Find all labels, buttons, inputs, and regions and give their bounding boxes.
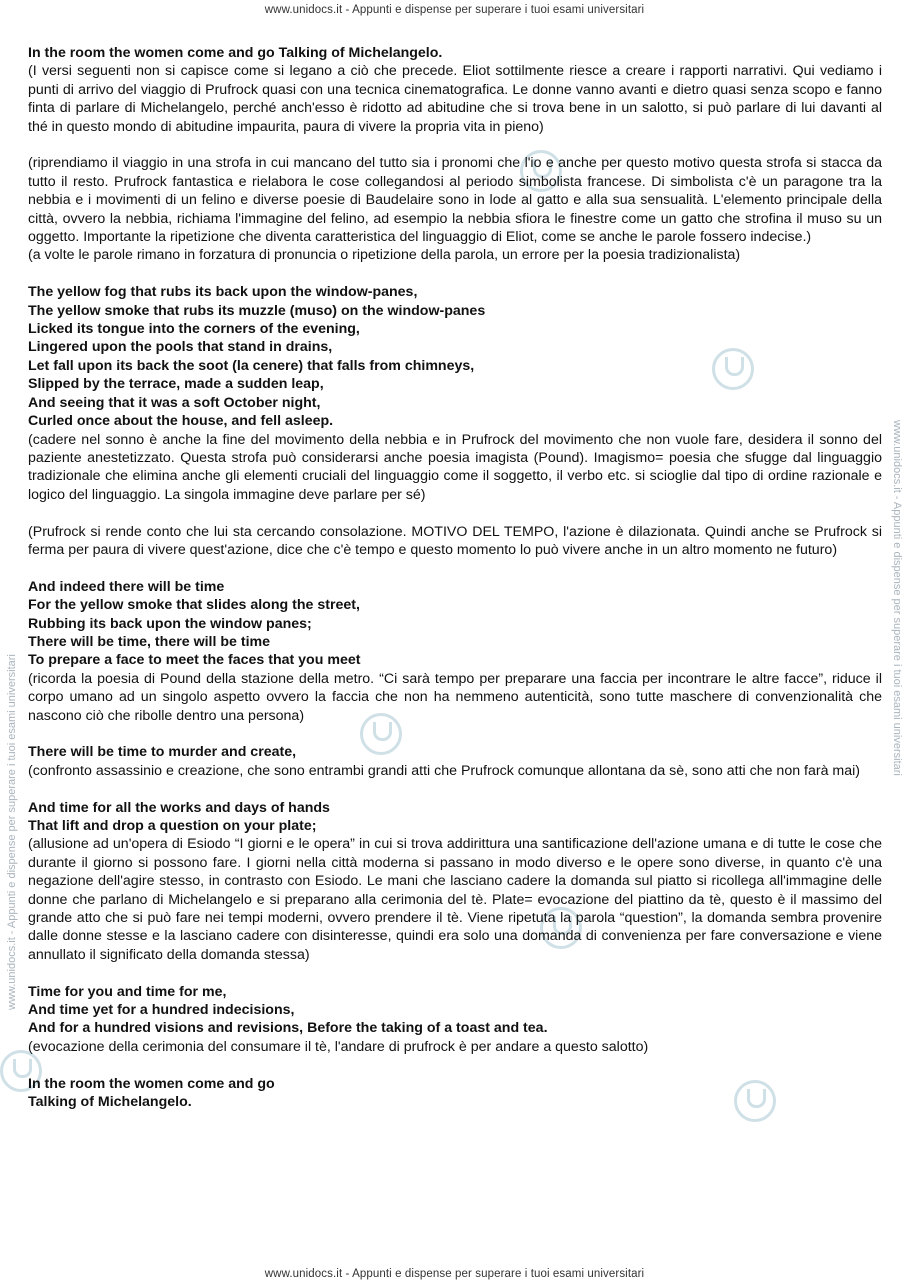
side-watermark-right: www.unidocs.it - Appunti e dispense per superare i tuoi esami universitari bbox=[891, 420, 903, 776]
verse-line: Curled once about the house, and fell asleep. bbox=[28, 413, 334, 430]
commentary: (riprendiamo il viaggio in una strofa in cui mancano del tutto sia i pronomi che l'io e anche per questo motivo questa strofa si stacca da tutto il resto. Prufrock fantastica e rielabora le cose collegandosi al periodo simbolista francese. Di simbolista c'è un paragone tra la nebbia e i movimenti di un felino e diverse poesie di Baudelaire sono in lode al gatto e alla sua sensualità. L'elemento principale della città, ovvero la nebbia, richiama l'immagine del felino, ad esempio la nebbia sfiora le finestre come un gatto che strofina il muso su un oggetto. Importante la ripetizione che diventa caratteristica del linguaggio di Eliot, come se anche le parole fossero indecise.) bbox=[28, 155, 882, 246]
verse-line: Let fall upon its back the soot (la cenere) that falls from chimneys, bbox=[28, 357, 475, 374]
verse-line: Talking of Michelangelo. bbox=[28, 1094, 192, 1111]
verse-line: And indeed there will be time bbox=[28, 578, 225, 595]
verse-line: And seeing that it was a soft October night, bbox=[28, 394, 321, 411]
verse-line: And for a hundred visions and revisions, Before the taking of a toast and tea. bbox=[28, 1020, 548, 1037]
block bbox=[28, 578, 882, 725]
verse-line: That lift and drop a question on your plate; bbox=[28, 817, 317, 834]
block bbox=[28, 1075, 882, 1112]
block bbox=[28, 154, 882, 264]
page-footer: www.unidocs.it - Appunti e dispense per superare i tuoi esami universitari bbox=[264, 1268, 645, 1280]
block bbox=[28, 44, 882, 136]
commentary: (allusione ad un'opera di Esiodo “I giorni e le opera” in cui si trova addirittura una santificazione dell'azione umana e di tutte le cose che durante il giorno si possono fare. I giorni nella città moderna si passano in modo diverso e le opere sono diverse, in quanto c'è una negazione dell'agire stesso, in contrasto con Esiodo. Le mani che lasciano cadere la domanda sul piatto si ricollega all'immagine delle donne che parlano di Michelangelo e si preparano alla cerimonia del tè. Plate= evocazione del piattino da tè, questo è il massimo del grande atto che si può fare nei tempi moderni, ovvero prendere il tè. Viene ripetuta la parola “question”, la domanda sembra provenire dalle donne stesse e la lasciano cadere con disinteresse, quindi era solo una domanda di convenienza per fare conversazione e viene annullato il significato della domanda stessa) bbox=[28, 836, 882, 963]
verse-line: Rubbing its back upon the window panes; bbox=[28, 615, 312, 632]
verse-line: In the room the women come and go bbox=[28, 1075, 275, 1092]
block bbox=[28, 283, 882, 504]
verse-line: There will be time, there will be time bbox=[28, 633, 271, 650]
side-watermark-left: www.unidocs.it - Appunti e dispense per superare i tuoi esami universitari bbox=[6, 654, 18, 1010]
block bbox=[28, 983, 882, 1057]
commentary: (I versi seguenti non si capisce come si legano a ciò che precede. Eliot sottilmente riesce a creare i rapporti narrativi. Qui vediamo i punti di arrivo del viaggio di Prufrock quasi con una tecnica cinematografica. Le donne vanno avanti e dietro quasi senza scopo e fanno finta di parlare di Michelangelo, perché anch'esso è ridotto ad abitudine che si trova bene in un salotto, si può parlare di lui davanti al thé in questo mondo di abitudine impaurita, paura di vivere la propria vita in pieno) bbox=[28, 63, 882, 135]
verse-line: In the room the women come and go Talking of Michelangelo. bbox=[28, 45, 443, 61]
verse-line: For the yellow smoke that slides along the street, bbox=[28, 597, 360, 614]
verse-line: Lingered upon the pools that stand in drains, bbox=[28, 339, 333, 356]
commentary: (a volte le parole rimano in forzatura di pronuncia o ripetizione della parola, un errore per la poesia tradizionalista) bbox=[28, 247, 741, 264]
verse-line: The yellow smoke that rubs its muzzle (muso) on the window-panes bbox=[28, 302, 486, 319]
block bbox=[28, 523, 882, 560]
document-body bbox=[28, 44, 882, 1130]
commentary: (cadere nel sonno è anche la fine del movimento della nebbia e in Prufrock del movimento che non vuole fare, desidera il sonno del paziente anestetizzato. Questa strofa può considerarsi anche poesia imagista (Pound). Imagismo= poesia che sfugge dal linguaggio tradizionale che elimina anche gli elementi cruciali del linguaggio come il soggetto, il verbo etc. si scioglie dal tipo di ordine razionale e logico del linguaggio. La singola immagine deve parlare per sé) bbox=[28, 431, 882, 503]
verse-line: The yellow fog that rubs its back upon the window-panes, bbox=[28, 284, 418, 301]
verse-line: Slipped by the terrace, made a sudden leap, bbox=[28, 376, 324, 393]
block bbox=[28, 799, 882, 965]
block bbox=[28, 743, 882, 780]
commentary: (confronto assassinio e creazione, che sono entrambi grandi atti che Prufrock comunque allontana da sè, sono atti che non farà mai) bbox=[28, 762, 861, 779]
verse-line: There will be time to murder and create, bbox=[28, 744, 297, 761]
verse-line: And time for all the works and days of hands bbox=[28, 799, 330, 816]
commentary: (evocazione della cerimonia del consumare il tè, l'andare di prufrock è per andare a questo salotto) bbox=[28, 1038, 649, 1055]
verse-line: And time yet for a hundred indecisions, bbox=[28, 1002, 295, 1019]
page-header: www.unidocs.it - Appunti e dispense per superare i tuoi esami universitari bbox=[264, 4, 645, 16]
verse-line: Time for you and time for me, bbox=[28, 983, 227, 1000]
commentary: (Prufrock si rende conto che lui sta cercando consolazione. MOTIVO DEL TEMPO, l'azione è dilazionata. Quindi anche se Prufrock si ferma per paura di vivere quest'azione, dice che c'è tempo e questo momento lo può vivere anche in un altro momento ne futuro) bbox=[28, 523, 882, 558]
verse-line: Licked its tongue into the corners of the evening, bbox=[28, 321, 360, 338]
verse-line: To prepare a face to meet the faces that you meet bbox=[28, 652, 361, 669]
commentary: (ricorda la poesia di Pound della stazione della metro. “Ci sarà tempo per preparare una faccia per incontrare le altre facce”, riduce il corpo umano ad un singolo aspetto ovvero la faccia che non ha nemmeno autenticità, sono tutte maschere di convenzionalità che nascono ciò che ribolle dentro una persona) bbox=[28, 670, 882, 724]
